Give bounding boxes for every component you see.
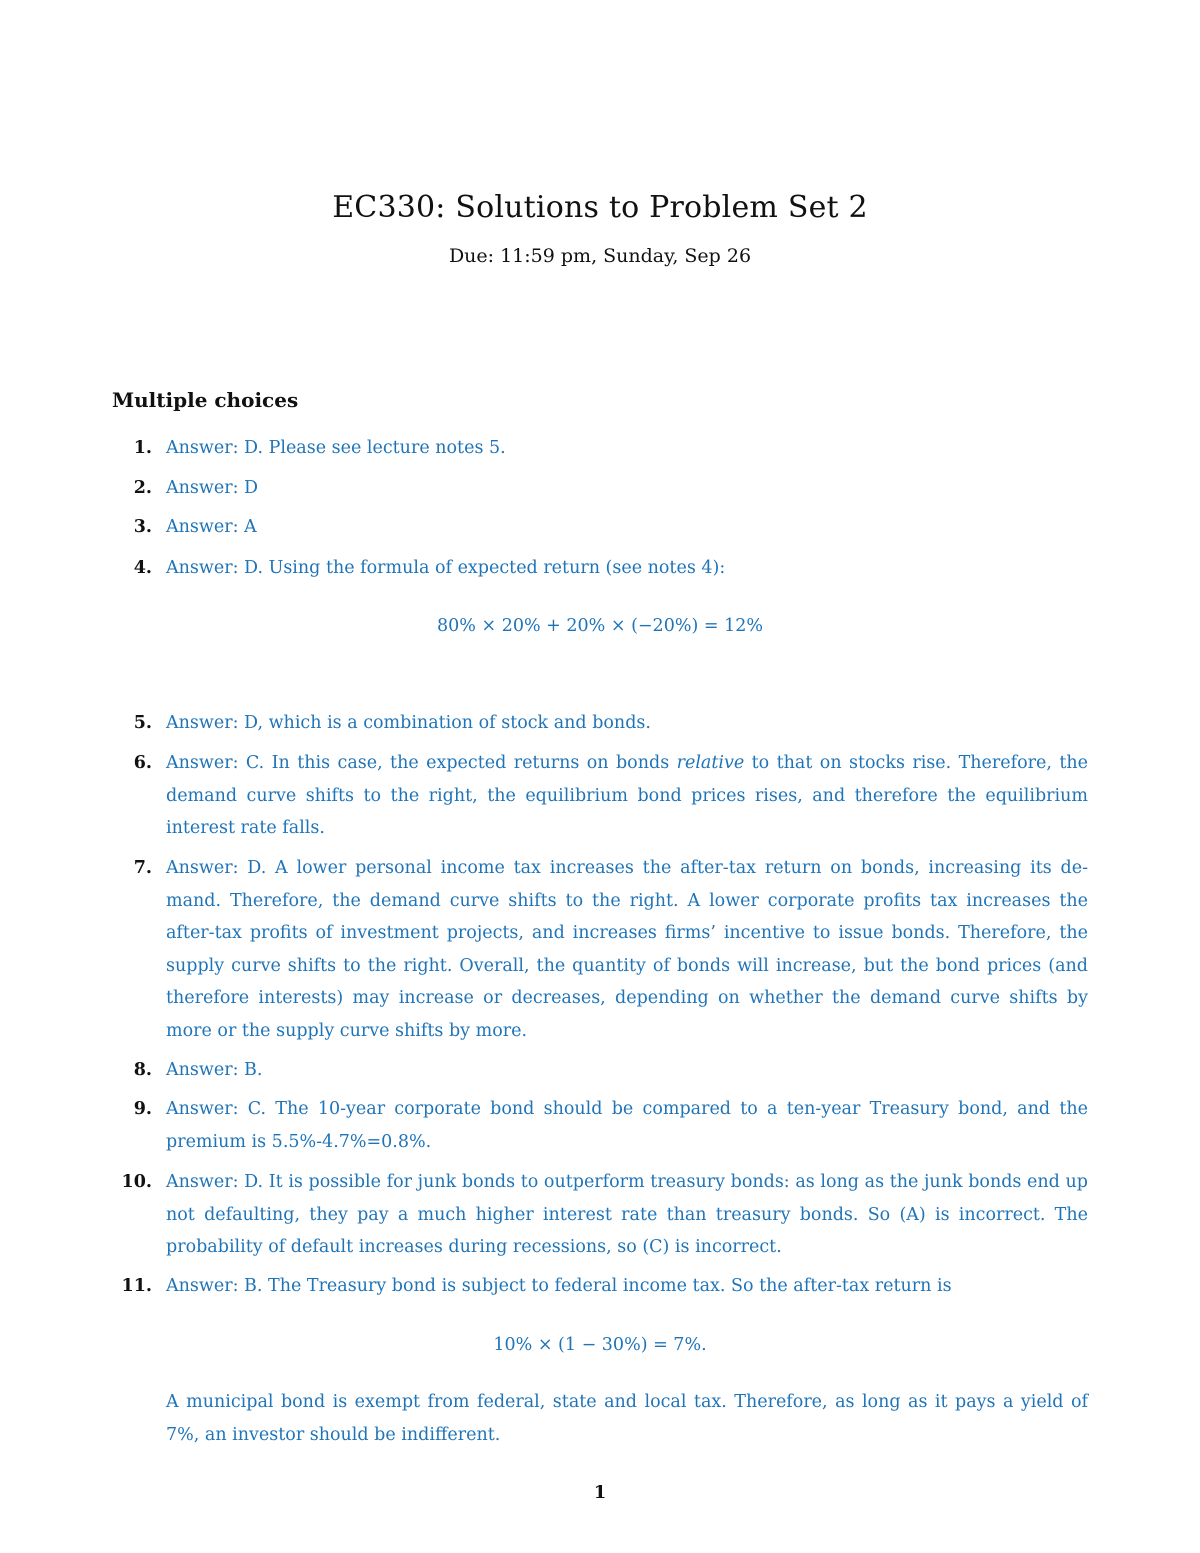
list-item xyxy=(112,1054,1088,1087)
list-item xyxy=(112,1270,1088,1303)
answer-text-part: to that on stocks rise. Therefore, the demand curve shifts to the right, the equilibrium bond prices rises, and therefore the equilibrium interest rate falls. xyxy=(166,753,1089,838)
answer-text-part: Answer: C. In this case, the expected returns on bonds xyxy=(166,753,677,773)
item-number: 10. xyxy=(121,1172,152,1192)
list-item xyxy=(112,852,1088,1047)
answer-text xyxy=(166,747,1088,845)
section-heading: Multiple choices xyxy=(112,388,299,412)
answer-text: Answer: D. Please see lecture notes 5. xyxy=(166,438,506,458)
list-item xyxy=(112,707,1088,740)
list-item xyxy=(112,1093,1088,1158)
page-number: 1 xyxy=(593,1482,607,1503)
list-item xyxy=(112,747,1088,845)
list-item xyxy=(112,511,1088,544)
emphasis-text: relative xyxy=(676,753,745,773)
equation-after-tax-return: 10% × (1 − 30%) = 7%. xyxy=(493,1335,707,1355)
answer-text: Answer: A xyxy=(166,517,257,537)
item-number: 8. xyxy=(133,1060,152,1080)
list-item xyxy=(112,472,1088,505)
answer-text: Answer: B. The Treasury bond is subject to federal income tax. So the after-tax return is xyxy=(166,1276,952,1296)
answer-text: Answer: D, which is a combination of stock and bonds. xyxy=(166,713,651,733)
item-number: 3. xyxy=(133,517,152,537)
item-number: 5. xyxy=(133,713,152,733)
page-title: EC330: Solutions to Problem Set 2 xyxy=(332,190,868,225)
answer-text: Answer: D xyxy=(166,478,259,498)
equation-expected-return: 80% × 20% + 20% × (−20%) = 12% xyxy=(437,616,763,636)
item-number: 1. xyxy=(133,438,152,458)
answer-text: Answer: D. Using the formula of expected return (see notes 4): xyxy=(166,558,726,578)
due-date: Due: 11:59 pm, Sunday, Sep 26 xyxy=(448,245,752,267)
item-number: 2. xyxy=(133,478,152,498)
answer-text: Answer: D. A lower personal income tax increases the after-tax return on bonds, increasing its demand. Therefore, the demand curve shifts to the right. A lower corporate profits tax increases the after-tax profits of investment projects, and increases firms’ incentive to issue bonds. Therefore, the supply curve shifts to the right. Overall, the quantity of bonds will increase, but the bond prices (and therefore interests) may increase or decreases, depending on whether the demand curve shifts by more or the supply curve shifts by more. xyxy=(166,858,1088,1041)
answer-paragraph: A municipal bond is exempt from federal, state and local tax. Therefore, as long as it pays a yield of 7%, an investor should be indifferent. xyxy=(166,1392,1088,1445)
item-number: 7. xyxy=(133,858,152,878)
item-number: 11. xyxy=(121,1276,152,1296)
answer-text: Answer: B. xyxy=(166,1060,263,1080)
list-item xyxy=(112,432,1088,465)
item-number: 6. xyxy=(133,753,152,773)
item-number: 4. xyxy=(133,558,152,578)
item-number: 9. xyxy=(133,1099,152,1119)
list-item xyxy=(112,552,1088,585)
answer-text: Answer: D. It is possible for junk bonds to outperform treasury bonds: as long as the junk bonds end up not defaulting, they pay a much higher interest rate than treasury bonds. So (A) is incorrect. The probability of default increases during recessions, so (C) is incorrect. xyxy=(166,1172,1088,1257)
answer-text: Answer: C. The 10-year corporate bond should be compared to a ten-year Treasury bond, and the premium is 5.5%-4.7%=0.8%. xyxy=(166,1099,1088,1152)
list-item xyxy=(112,1166,1088,1264)
